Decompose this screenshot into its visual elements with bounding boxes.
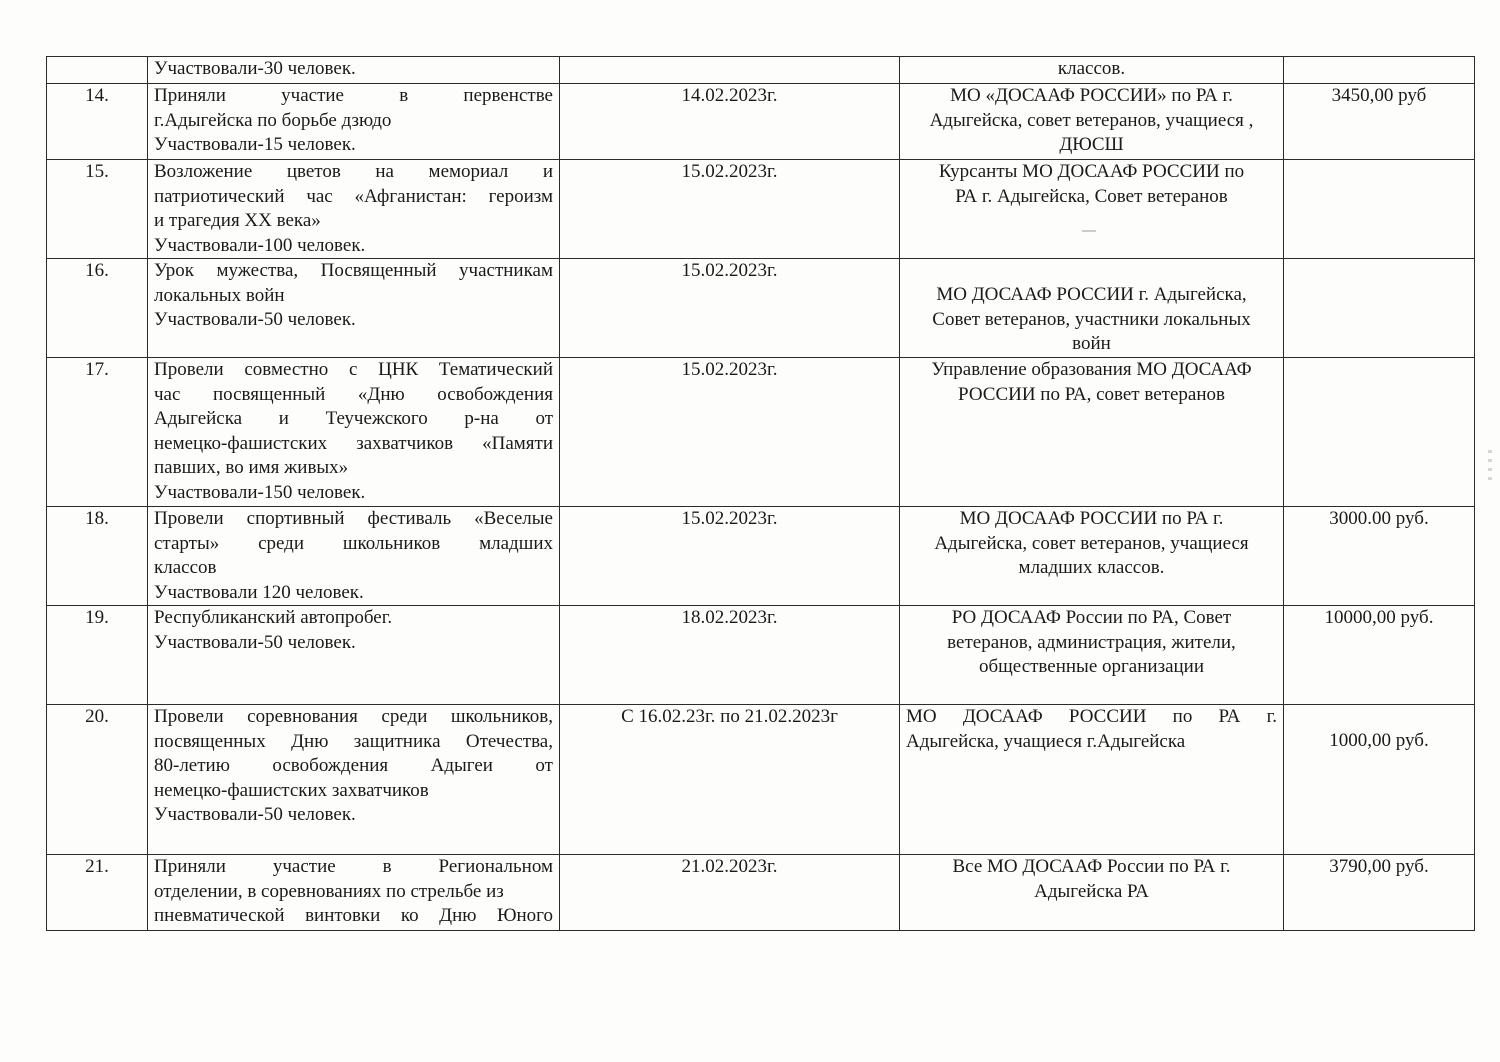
event-participants: Курсанты МО ДОСААФ РОССИИ по РА г. Адыгейска, Совет ветеранов [900,160,1284,259]
event-date: 18.02.2023г. [560,606,900,705]
event-description: Провели совместно с ЦНК Тематический час посвященный «Дню освобождения Адыгейска и Теучежского р-на от немецко-фашистских захватчиков «Памяти павших, во имя живых» Участвовали-150 человек. [148,358,560,507]
event-description: Урок мужества, Посвященный участникам локальных войн Участвовали-50 человек. [148,259,560,358]
event-date [560,57,900,84]
event-participants: МО «ДОСААФ РОССИИ» по РА г. Адыгейска, совет ветеранов, учащиеся , ДЮСШ [900,84,1284,160]
event-participants: Управление образования МО ДОСААФ РОССИИ по РА, совет ветеранов [900,358,1284,507]
row-number: 19. [47,606,148,705]
event-cost [1284,57,1475,84]
table-row [47,606,1475,705]
table-row [47,507,1475,606]
event-date: 14.02.2023г. [560,84,900,160]
event-cost [1284,358,1475,507]
table-row [47,57,1475,84]
event-participants: МО ДОСААФ РОССИИ г. Адыгейска, Совет ветеранов, участники локальных войн [900,259,1284,358]
event-participants: Все МО ДОСААФ России по РА г. Адыгейска РА [900,855,1284,931]
row-number: 18. [47,507,148,606]
event-participants: МО ДОСААФ РОССИИ по РА г. Адыгейска, учащиеся г.Адыгейска [900,705,1284,855]
row-number [47,57,148,84]
table-row [47,855,1475,931]
event-date: 15.02.2023г. [560,259,900,358]
row-number: 21. [47,855,148,931]
row-number: 17. [47,358,148,507]
table-row [47,84,1475,160]
event-participants: РО ДОСААФ России по РА, Совет ветеранов, администрация, жители, общественные организации [900,606,1284,705]
row-number: 15. [47,160,148,259]
scan-margin-mark [1488,450,1492,480]
event-participants: классов. [900,57,1284,84]
table-row [47,705,1475,855]
event-cost [1284,160,1475,259]
event-description: Возложение цветов на мемориал и патриотический час «Афганистан: героизм и трагедия XX века» Участвовали-100 человек. [148,160,560,259]
event-date: 15.02.2023г. [560,160,900,259]
event-description: Участвовали-30 человек. [148,57,560,84]
event-cost: 3790,00 руб. [1284,855,1475,931]
event-participants: МО ДОСААФ РОССИИ по РА г. Адыгейска, совет ветеранов, учащиеся младших классов. [900,507,1284,606]
event-cost: 3450,00 руб [1284,84,1475,160]
event-cost: 10000,00 руб. [1284,606,1475,705]
event-date: 15.02.2023г. [560,507,900,606]
event-description: Приняли участие в Региональном отделении, в соревнованиях по стрельбе из пневматической винтовки ко Дню Юного [148,855,560,931]
event-cost: 1000,00 руб. [1284,705,1475,855]
event-date: С 16.02.23г. по 21.02.2023г [560,705,900,855]
row-number: 16. [47,259,148,358]
event-description: Республиканский автопробег. Участвовали-50 человек. [148,606,560,705]
event-description: Провели спортивный фестиваль «Веселые старты» среди школьников младших классов Участвовали 120 человек. [148,507,560,606]
event-cost [1284,259,1475,358]
event-description: Приняли участие в первенстве г.Адыгейска по борьбе дзюдо Участвовали-15 человек. [148,84,560,160]
scan-smudge [1082,230,1096,232]
event-description: Провели соревнования среди школьников, посвященных Дню защитника Отечества, 80-летию освобождения Адыгеи от немецко-фашистских захватчиков Участвовали-50 человек. [148,705,560,855]
events-table [46,56,1475,931]
event-cost: 3000.00 руб. [1284,507,1475,606]
row-number: 20. [47,705,148,855]
row-number: 14. [47,84,148,160]
event-date: 21.02.2023г. [560,855,900,931]
table-row [47,358,1475,507]
table-row [47,160,1475,259]
event-date: 15.02.2023г. [560,358,900,507]
table-row [47,259,1475,358]
